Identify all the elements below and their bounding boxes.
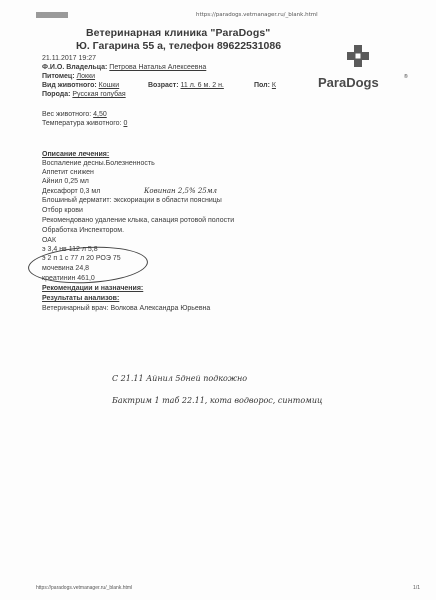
paradogs-logo — [318, 44, 408, 102]
pet-value: Локки — [76, 73, 96, 80]
temperature-row — [42, 120, 127, 127]
age-label: Возраст: — [148, 82, 179, 89]
weight-value: 4,50 — [93, 111, 107, 118]
age-row — [148, 82, 224, 89]
results-title: Результаты анализов: — [42, 295, 120, 302]
treatment-line: Отбор крови — [42, 207, 83, 214]
treatment-line: Аппетит снижен — [42, 169, 94, 176]
treatment-line: Рекомендовано удаление клыка, санация ротовой полости — [42, 217, 235, 224]
treatment-line: креатинин 461,0 — [42, 275, 95, 282]
temperature-value: 0 — [123, 120, 128, 127]
breed-label: Порода: — [42, 91, 71, 98]
species-value: Кошки — [98, 82, 120, 89]
species-label: Вид животного: — [42, 82, 97, 89]
vet-row — [42, 305, 210, 312]
footer-page-number: 1/1 — [413, 585, 420, 591]
weight-row — [42, 111, 107, 118]
footer-url: https://paradogs.vetmanager.ru/_blank.html — [36, 585, 133, 591]
treatment-line: э 2 п 1 с 77 л 20 РОЭ 75 — [42, 255, 121, 262]
vet-label: Ветеринарный врач: — [42, 305, 109, 312]
treatment-line: э 3,4 нв 112 л 5,8 — [42, 246, 98, 253]
paw-cross-icon — [346, 44, 370, 68]
breed-value: Русская голубая — [72, 91, 126, 98]
header-date-redacted: 21.11.2017 — [36, 12, 68, 18]
handwritten-line-2: Бактрим 1 таб 22.11, кота водворос, синтомиц — [112, 396, 323, 405]
owner-value: Петрова Наталья Алексеевна — [109, 64, 207, 71]
owner-label: Ф.И.О. Владельца: — [42, 64, 108, 71]
logo-registered-mark: ® — [404, 74, 408, 80]
clinic-address: Ю. Гагарина 55 а, телефон 89622531086 — [76, 40, 282, 52]
weight-label: Вес животного: — [42, 111, 92, 118]
clinic-title: Ветеринарная клиника "ParaDogs" — [86, 27, 271, 39]
logo-text: ParaDogs — [318, 75, 379, 90]
species-row — [42, 82, 119, 89]
treatment-line: Блошиный дерматит: экскориации в области поясницы — [42, 197, 222, 204]
treatment-line: Обработка Инспектором. — [42, 227, 125, 234]
sex-label: Пол: — [254, 82, 270, 89]
record-datetime: 21.11.2017 19:27 — [42, 55, 96, 62]
treatment-line: Воспаление десны.Болезненность — [42, 160, 155, 167]
header-url: https://paradogs.vetmanager.ru/_blank.html — [196, 12, 318, 18]
sex-value: К — [271, 82, 276, 89]
treatment-title: Описание лечения: — [42, 151, 110, 158]
breed-row — [42, 91, 126, 98]
treatment-line: ОАК — [42, 237, 57, 244]
pet-row — [42, 73, 95, 80]
pet-label: Питомец: — [42, 73, 75, 80]
sex-row — [254, 82, 276, 89]
handwritten-line-1: С 21.11 Айнил 5дней подкожно — [112, 374, 248, 383]
vet-value: Волкова Александра Юрьевна — [110, 305, 211, 312]
owner-row — [42, 64, 206, 71]
handwritten-note-kovinan: Ковинан 2,5% 25мл — [144, 187, 218, 195]
temperature-label: Температура животного: — [42, 120, 122, 127]
age-value: 11 л. 6 м. 2 н. — [180, 82, 224, 89]
treatment-line: Айнил 0,25 мл — [42, 178, 89, 185]
treatment-line: мочевина 24,8 — [42, 265, 90, 272]
recommendations-title: Рекомендации и назначения: — [42, 285, 144, 292]
treatment-line: Дексафорт 0,3 мл — [42, 188, 101, 195]
